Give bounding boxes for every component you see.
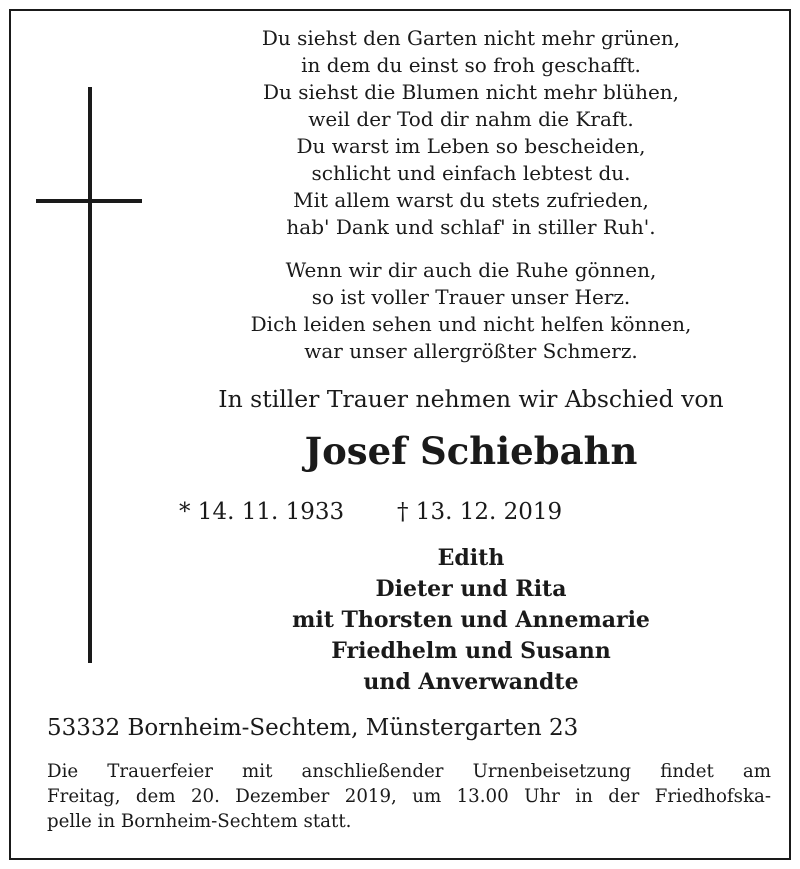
mourner-line: und Anverwandte: [363, 669, 579, 695]
cross-vertical-bar: [88, 87, 92, 663]
poem-line: Wenn wir dir auch die Ruhe gönnen,: [285, 258, 657, 282]
cross-horizontal-bar: [36, 199, 142, 203]
poem-line: Mit allem warst du stets zufrieden,: [293, 188, 649, 212]
mourners-list: [151, 543, 791, 698]
poem-stanza-1: [151, 25, 791, 241]
mourner-line: mit Thorsten und Annemarie: [292, 607, 650, 633]
poem-line: Du siehst die Blumen nicht mehr blühen,: [262, 80, 680, 104]
notice-line: pelle in Bornheim-Sechtem statt.: [47, 811, 352, 832]
poem-line: Du siehst den Garten nicht mehr grünen,: [261, 26, 681, 50]
poem-line: so ist voller Trauer unser Herz.: [311, 285, 631, 309]
funeral-notice: [47, 759, 771, 834]
poem-line: Dich leiden sehen und nicht helfen können,: [250, 312, 692, 336]
notice-line: Die Trauerfeier mit anschließender Urnenbeisetzung findet am: [47, 761, 771, 782]
birth-date: * 14. 11. 1933: [179, 499, 345, 525]
notice-line: Freitag, dem 20. Dezember 2019, um 13.00 Uhr in der Friedhofska-: [47, 786, 771, 807]
family-address: 53332 Bornheim-Sechtem, Münstergarten 23: [47, 715, 579, 741]
deceased-name: Josef Schiebahn: [304, 429, 638, 473]
poem-stanza-2: [151, 257, 791, 365]
mourner-line: Friedhelm und Susann: [331, 638, 611, 664]
farewell-intro: In stiller Trauer nehmen wir Abschied von: [218, 385, 724, 413]
poem-line: Du warst im Leben so bescheiden,: [296, 134, 646, 158]
poem-line: war unser allergrößter Schmerz.: [304, 339, 638, 363]
poem-line: in dem du einst so froh geschafft.: [301, 53, 641, 77]
poem-line: schlicht und einfach lebtest du.: [311, 161, 631, 185]
mourner-line: Edith: [437, 545, 505, 571]
poem-line: hab' Dank und schlaf' in stiller Ruh'.: [286, 215, 656, 239]
death-date: † 13. 12. 2019: [397, 499, 563, 525]
obituary-frame: [9, 9, 791, 860]
poem-line: weil der Tod dir nahm die Kraft.: [308, 107, 634, 131]
mourner-line: Dieter und Rita: [375, 576, 567, 602]
